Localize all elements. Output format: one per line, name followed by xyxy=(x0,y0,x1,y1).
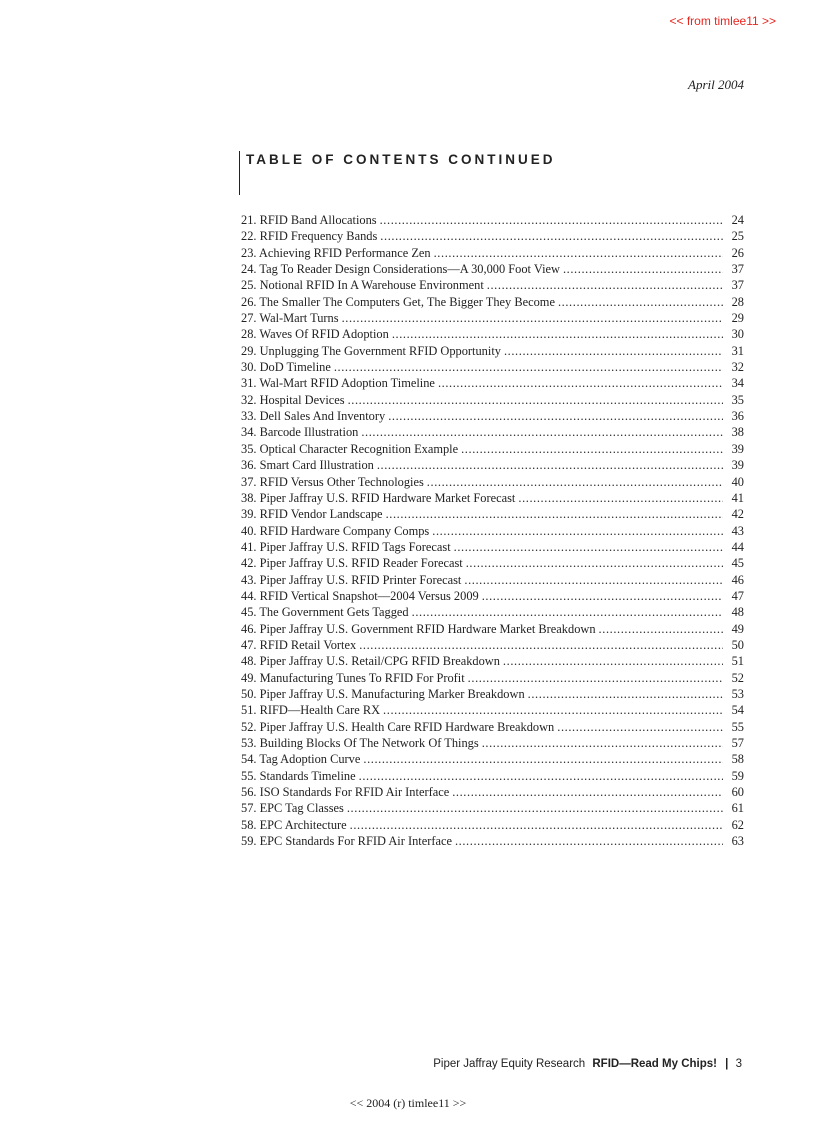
toc-entry-title: 50. Piper Jaffray U.S. Manufacturing Marker Breakdown xyxy=(241,686,525,701)
toc-entry[interactable] xyxy=(241,245,744,261)
toc-dot-leader xyxy=(380,228,723,244)
toc-entry[interactable] xyxy=(241,392,744,408)
toc-dot-leader xyxy=(563,261,723,277)
watermark-top: << from timlee11 >> xyxy=(669,14,776,28)
toc-entry-title: 44. RFID Vertical Snapshot—2004 Versus 2009 xyxy=(241,588,479,603)
toc-entry[interactable] xyxy=(241,261,744,277)
toc-dot-leader xyxy=(380,212,723,228)
toc-entry[interactable] xyxy=(241,359,744,375)
toc-entry[interactable] xyxy=(241,523,744,539)
toc-entry[interactable] xyxy=(241,637,744,653)
toc-entry[interactable] xyxy=(241,539,744,555)
toc-dot-leader xyxy=(464,572,723,588)
toc-dot-leader xyxy=(557,719,723,735)
toc-entry[interactable] xyxy=(241,784,744,800)
toc-entry-page: 59 xyxy=(731,768,744,783)
toc-entry-page: 50 xyxy=(731,637,744,652)
toc-dot-leader xyxy=(599,621,723,637)
toc-dot-leader xyxy=(461,441,723,457)
toc-entry-title: 58. EPC Architecture xyxy=(241,817,347,832)
toc-entry[interactable] xyxy=(241,326,744,342)
toc-dot-leader xyxy=(363,751,723,767)
toc-entry-title: 25. Notional RFID In A Warehouse Environment xyxy=(241,278,484,293)
toc-dot-leader xyxy=(359,637,723,653)
toc-entry-page: 45 xyxy=(731,556,744,571)
toc-dot-leader xyxy=(359,768,723,784)
toc-dot-leader xyxy=(348,392,723,408)
toc-entry[interactable] xyxy=(241,604,744,620)
toc-entry[interactable] xyxy=(241,817,744,833)
toc-entry-title: 26. The Smaller The Computers Get, The Bigger They Become xyxy=(241,294,555,309)
toc-entry-title: 31. Wal-Mart RFID Adoption Timeline xyxy=(241,376,435,391)
toc-entry-title: 36. Smart Card Illustration xyxy=(241,458,374,473)
toc-entry-title: 53. Building Blocks Of The Network Of Things xyxy=(241,736,479,750)
toc-dot-leader xyxy=(342,310,723,326)
toc-entry-page: 58 xyxy=(731,752,744,767)
toc-entry[interactable] xyxy=(241,212,744,228)
toc-entry-title: 34. Barcode Illustration xyxy=(241,425,359,440)
toc-dot-leader xyxy=(377,457,723,473)
heading-rule xyxy=(239,151,240,195)
toc-entry-page: 39 xyxy=(731,458,744,473)
toc-entry-title: 55. Standards Timeline xyxy=(241,768,356,783)
toc-entry-page: 55 xyxy=(731,719,744,734)
toc-entry-title: 24. Tag To Reader Design Considerations—A 30,000 Foot View xyxy=(241,262,560,277)
toc-entry-page: 62 xyxy=(731,817,744,832)
toc-entry-title: 43. Piper Jaffray U.S. RFID Printer Forecast xyxy=(241,572,462,587)
toc-entry[interactable] xyxy=(241,653,744,669)
toc-entry-title: 54. Tag Adoption Curve xyxy=(241,752,361,767)
toc-entry[interactable] xyxy=(241,555,744,571)
toc-dot-leader xyxy=(427,474,723,490)
footer-report-title: RFID—Read My Chips! xyxy=(592,1058,717,1070)
toc-dot-leader xyxy=(468,670,723,686)
toc-entry-page: 39 xyxy=(731,441,744,456)
toc-entry-title: 59. EPC Standards For RFID Air Interface xyxy=(241,834,452,849)
toc-entry-page: 60 xyxy=(731,785,744,800)
toc-entry-page: 46 xyxy=(731,572,744,587)
footer-publisher: Piper Jaffray Equity Research xyxy=(433,1058,586,1070)
toc-entry-page: 31 xyxy=(731,343,744,358)
toc-entry-title: 32. Hospital Devices xyxy=(241,392,345,407)
toc-entry-title: 38. Piper Jaffray U.S. RFID Hardware Market Forecast xyxy=(241,490,516,505)
toc-entry[interactable] xyxy=(241,408,744,424)
toc-entry-title: 42. Piper Jaffray U.S. RFID Reader Forecast xyxy=(241,556,463,571)
toc-entry-page: 38 xyxy=(731,425,744,440)
toc-entry[interactable] xyxy=(241,228,744,244)
toc-entry[interactable] xyxy=(241,833,744,849)
table-of-contents xyxy=(241,212,744,849)
toc-entry-page: 26 xyxy=(731,245,744,260)
toc-entry-page: 37 xyxy=(731,262,744,277)
toc-entry-page: 63 xyxy=(731,834,744,849)
toc-entry-title: 28. Waves Of RFID Adoption xyxy=(241,327,389,342)
toc-dot-leader xyxy=(452,784,723,800)
watermark-bottom: << 2004 (r) timlee11 >> xyxy=(349,1096,467,1110)
toc-entry-title: 51. RIFD—Health Care RX xyxy=(241,703,381,718)
toc-entry-page: 44 xyxy=(731,539,744,554)
toc-entry-page: 35 xyxy=(731,392,744,407)
toc-dot-leader xyxy=(558,294,723,310)
toc-entry[interactable] xyxy=(241,800,744,816)
toc-entry[interactable] xyxy=(241,424,744,440)
toc-entry-page: 29 xyxy=(731,311,744,326)
toc-dot-leader xyxy=(432,523,723,539)
toc-entry[interactable] xyxy=(241,621,744,637)
toc-entry-title: 41. Piper Jaffray U.S. RFID Tags Forecast xyxy=(241,539,451,554)
toc-entry-title: 40. RFID Hardware Company Comps xyxy=(241,523,430,538)
toc-entry-title: 45. The Government Gets Tagged xyxy=(241,605,409,620)
toc-entry[interactable] xyxy=(241,343,744,359)
toc-entry-page: 53 xyxy=(731,686,744,701)
toc-dot-leader xyxy=(482,735,723,751)
toc-dot-leader xyxy=(347,800,723,816)
toc-dot-leader xyxy=(504,343,723,359)
toc-entry[interactable] xyxy=(241,474,744,490)
toc-entry[interactable] xyxy=(241,702,744,718)
toc-entry-page: 32 xyxy=(731,360,744,375)
page-footer xyxy=(433,1058,742,1070)
toc-entry[interactable] xyxy=(241,768,744,784)
toc-dot-leader xyxy=(518,490,723,506)
toc-entry-title: 29. Unplugging The Government RFID Opportunity xyxy=(241,343,501,358)
toc-dot-leader xyxy=(392,326,723,342)
toc-dot-leader xyxy=(334,359,723,375)
toc-entry-page: 30 xyxy=(731,327,744,342)
toc-entry[interactable] xyxy=(241,490,744,506)
toc-dot-leader xyxy=(438,375,723,391)
toc-entry-title: 21. RFID Band Allocations xyxy=(241,213,377,227)
toc-entry-title: 30. DoD Timeline xyxy=(241,360,331,375)
toc-dot-leader xyxy=(388,408,723,424)
page-number: 3 xyxy=(735,1058,742,1070)
toc-entry-page: 48 xyxy=(731,605,744,620)
toc-entry-title: 57. EPC Tag Classes xyxy=(241,801,344,816)
toc-dot-leader xyxy=(350,817,723,833)
toc-dot-leader xyxy=(487,277,723,293)
toc-entry[interactable] xyxy=(241,572,744,588)
toc-entry[interactable] xyxy=(241,735,744,751)
page-title: TABLE OF CONTENTS CONTINUED xyxy=(246,152,556,167)
toc-dot-leader xyxy=(455,833,723,849)
toc-entry-page: 42 xyxy=(731,507,744,522)
toc-entry-page: 34 xyxy=(731,376,744,391)
toc-entry-title: 52. Piper Jaffray U.S. Health Care RFID Hardware Breakdown xyxy=(241,719,555,734)
toc-entry[interactable] xyxy=(241,686,744,702)
toc-entry-page: 51 xyxy=(731,654,744,669)
toc-entry-page: 40 xyxy=(731,474,744,489)
toc-entry[interactable] xyxy=(241,670,744,686)
toc-entry-page: 43 xyxy=(731,523,744,538)
toc-entry-title: 23. Achieving RFID Performance Zen xyxy=(241,245,431,260)
toc-entry-title: 27. Wal-Mart Turns xyxy=(241,311,339,326)
toc-entry[interactable] xyxy=(241,457,744,473)
toc-entry[interactable] xyxy=(241,506,744,522)
toc-entry-title: 33. Dell Sales And Inventory xyxy=(241,409,386,424)
toc-dot-leader xyxy=(454,539,723,555)
toc-dot-leader xyxy=(503,653,723,669)
toc-entry[interactable] xyxy=(241,751,744,767)
toc-entry-page: 37 xyxy=(731,278,744,293)
toc-entry-page: 28 xyxy=(731,294,744,309)
toc-entry-page: 52 xyxy=(731,670,744,685)
toc-entry[interactable] xyxy=(241,277,744,293)
toc-entry-page: 61 xyxy=(731,801,744,816)
toc-entry-title: 48. Piper Jaffray U.S. Retail/CPG RFID Breakdown xyxy=(241,654,500,669)
toc-dot-leader xyxy=(528,686,723,702)
toc-dot-leader xyxy=(482,588,723,604)
toc-entry[interactable] xyxy=(241,719,744,735)
toc-entry-page: 25 xyxy=(731,229,744,244)
report-date: April 2004 xyxy=(688,77,744,92)
toc-entry-page: 41 xyxy=(731,490,744,505)
toc-entry-title: 56. ISO Standards For RFID Air Interface xyxy=(241,785,450,800)
toc-entry-title: 35. Optical Character Recognition Example xyxy=(241,441,459,456)
toc-entry-page: 54 xyxy=(731,703,744,718)
toc-dot-leader xyxy=(386,506,723,522)
toc-entry-title: 47. RFID Retail Vortex xyxy=(241,637,357,652)
toc-dot-leader xyxy=(361,424,723,440)
toc-entry-title: 46. Piper Jaffray U.S. Government RFID Hardware Market Breakdown xyxy=(241,621,596,636)
toc-entry[interactable] xyxy=(241,375,744,391)
toc-entry-title: 39. RFID Vendor Landscape xyxy=(241,507,383,522)
toc-dot-leader xyxy=(383,702,723,718)
toc-entry-title: 22. RFID Frequency Bands xyxy=(241,229,378,244)
toc-dot-leader xyxy=(412,604,723,620)
toc-entry-page: 57 xyxy=(731,736,744,750)
toc-entry-title: 49. Manufacturing Tunes To RFID For Profit xyxy=(241,670,465,685)
toc-entry-page: 36 xyxy=(731,409,744,424)
toc-entry-page: 47 xyxy=(731,588,744,603)
footer-separator: | xyxy=(725,1058,729,1070)
toc-dot-leader xyxy=(434,245,723,261)
toc-entry-page: 24 xyxy=(731,213,744,227)
toc-dot-leader xyxy=(466,555,723,571)
toc-entry[interactable] xyxy=(241,588,744,604)
toc-entry[interactable] xyxy=(241,310,744,326)
toc-entry[interactable] xyxy=(241,294,744,310)
toc-entry-page: 49 xyxy=(731,621,744,636)
toc-entry[interactable] xyxy=(241,441,744,457)
toc-entry-title: 37. RFID Versus Other Technologies xyxy=(241,474,424,489)
